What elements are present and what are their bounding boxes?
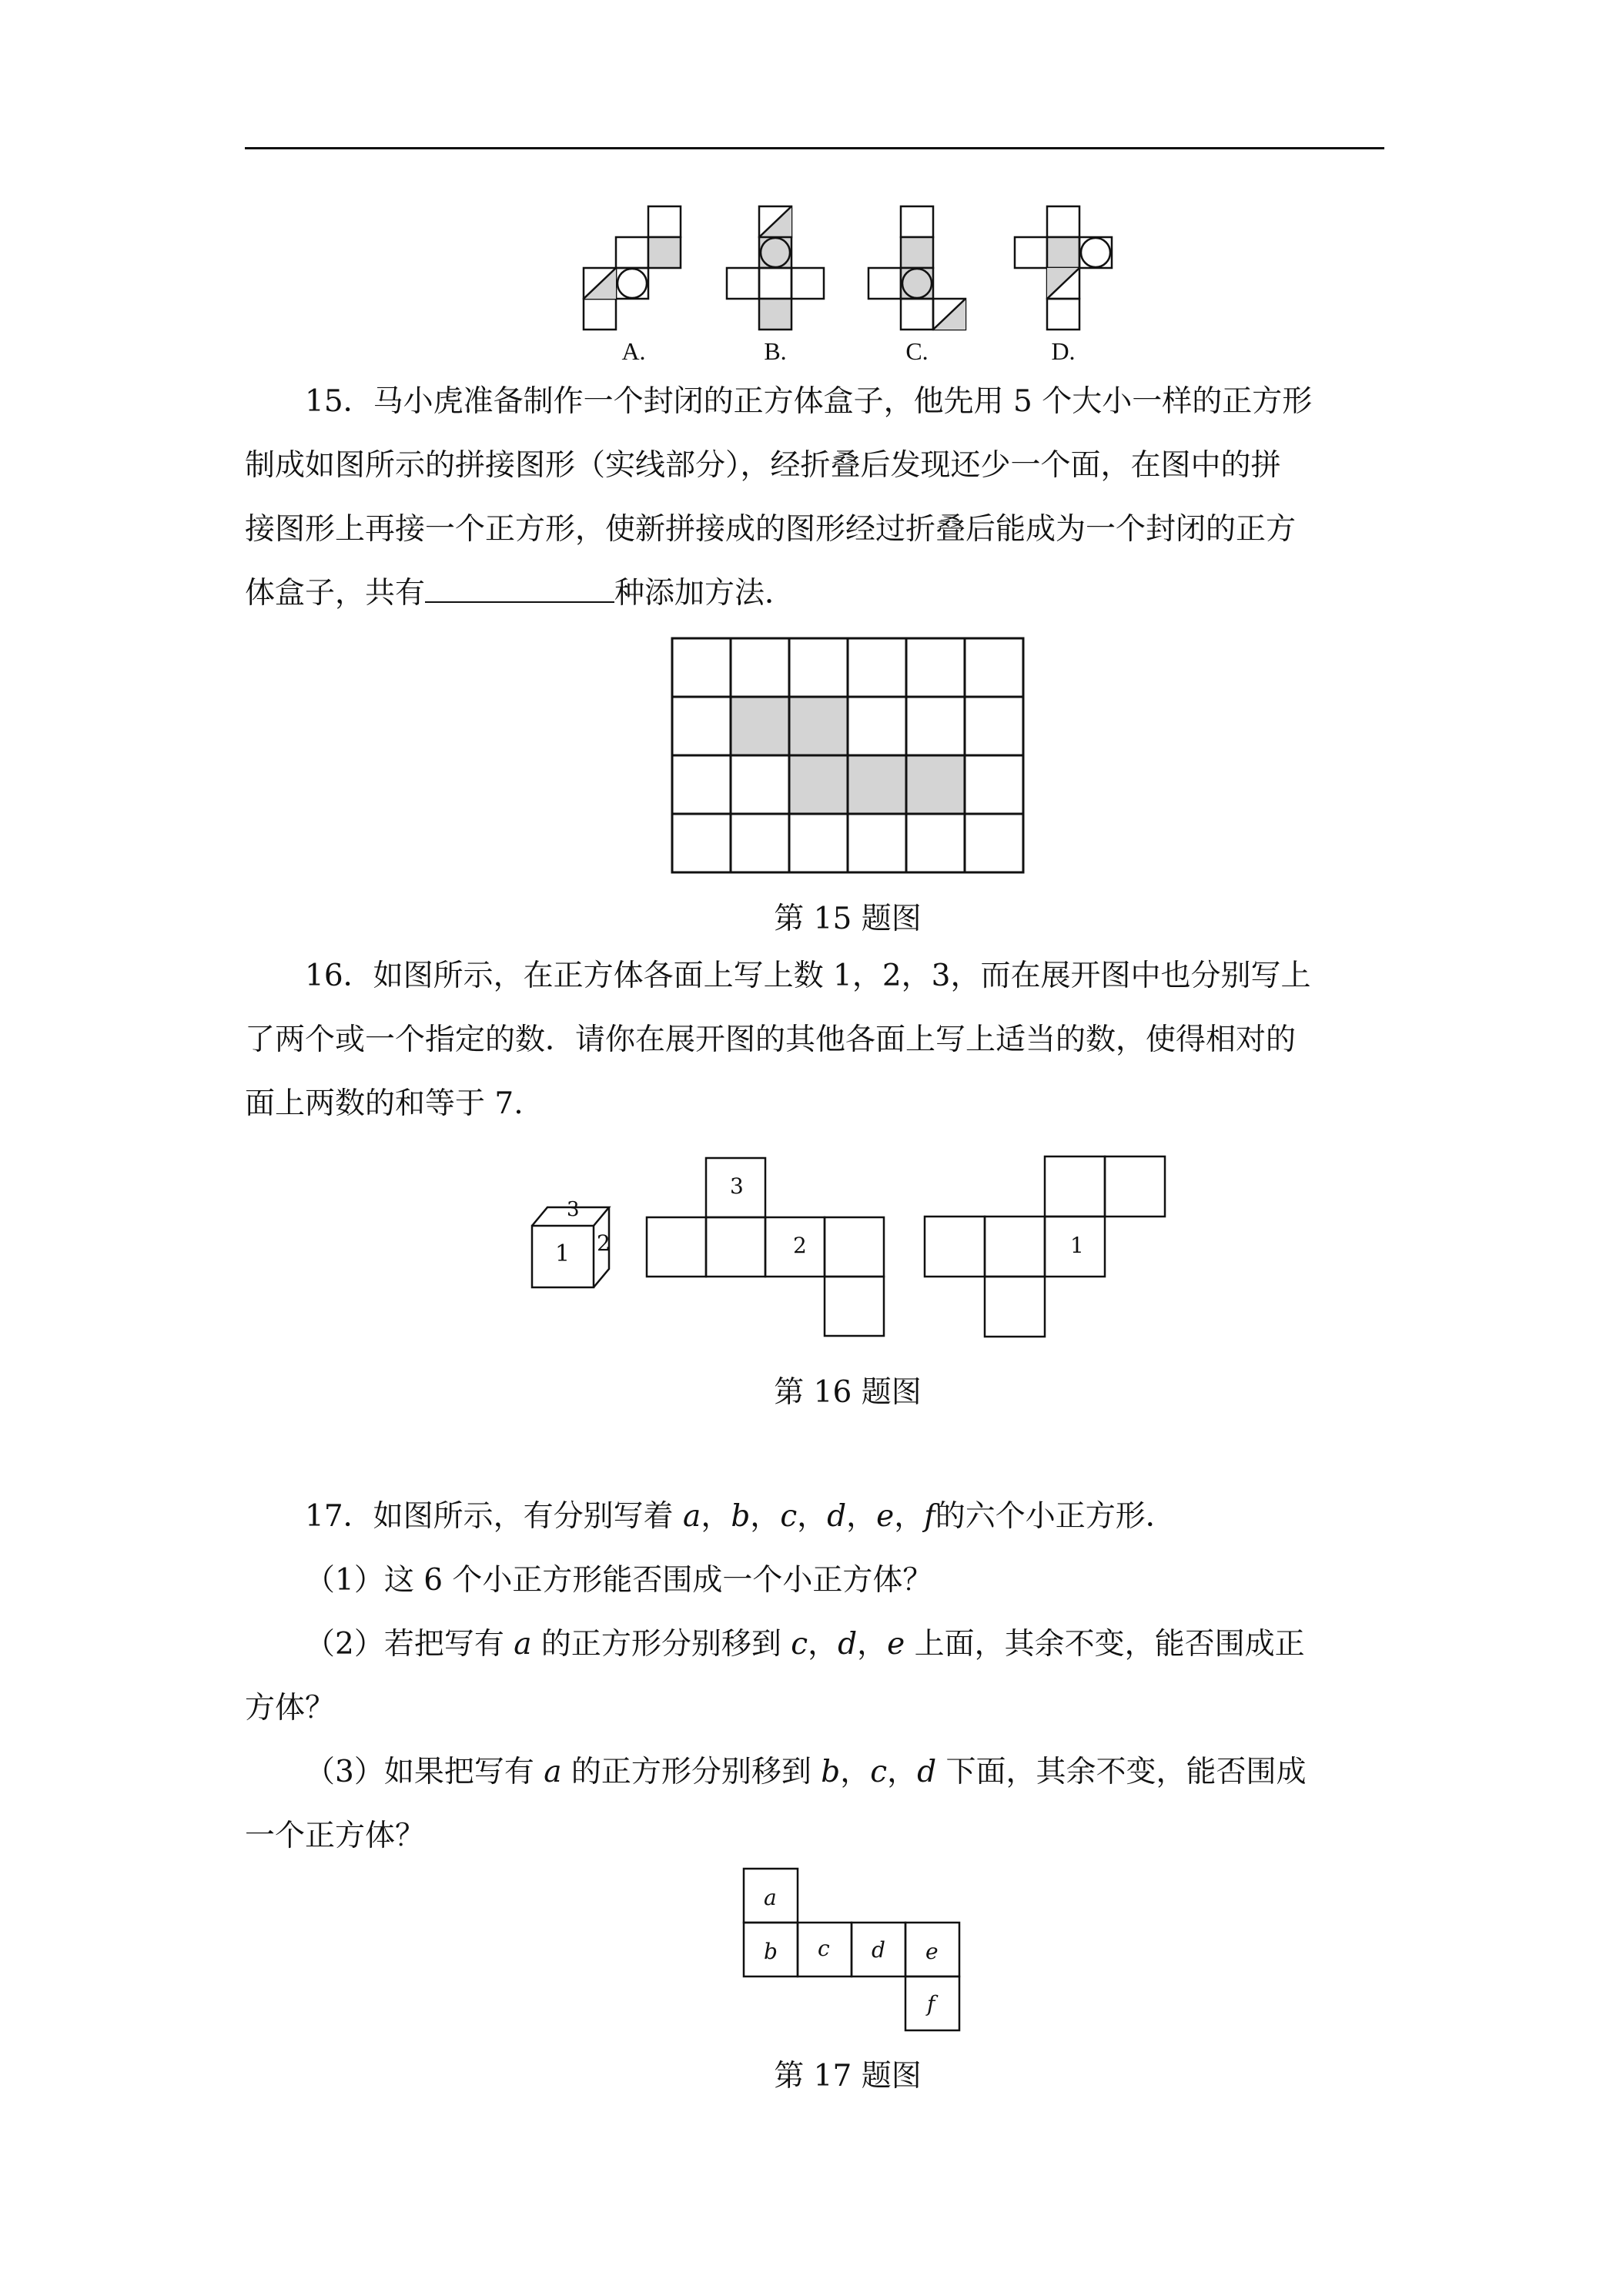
letter-c: c xyxy=(791,1627,808,1662)
sep: ， xyxy=(840,1755,871,1789)
q15-line1: 马小虎准备制作一个封闭的正方体盒子，他先用 5 个大小一样的正方形 xyxy=(373,384,1313,419)
letter-e: e xyxy=(876,1499,895,1534)
q17-sub3-a: （3）如果把写有 xyxy=(305,1755,544,1789)
cube-front-label: 1 xyxy=(555,1240,571,1267)
cube-top-label: 3 xyxy=(567,1198,580,1221)
q17-caption: 第 17 题图 xyxy=(774,2059,922,2094)
q16-line1: 如图所示，在正方体各面上写上数 1，2，3，而在展开图中也分别写上 xyxy=(373,959,1311,993)
q15-line3: 接图形上再接一个正方形，使新拼接成的图形经过折叠后能成为一个封闭的正方 xyxy=(245,512,1297,547)
q16-number: 16． xyxy=(305,959,373,993)
cube-side-label: 2 xyxy=(597,1230,611,1256)
q17-sub3-c: 下面，其余不变，能否围成 xyxy=(936,1755,1307,1789)
letter-a: a xyxy=(514,1627,532,1662)
q15-line2: 制成如图所示的拼接图形（实线部分），经折叠后发现还少一个面，在图中的拼 xyxy=(245,448,1281,483)
q16-caption: 第 16 题图 xyxy=(774,1375,922,1410)
letter-e: e xyxy=(887,1627,905,1662)
sep: ， xyxy=(808,1627,838,1662)
option-a-label: A. xyxy=(621,337,646,365)
letter-a: a xyxy=(544,1755,562,1789)
q16-line3: 面上两数的和等于 7. xyxy=(245,1086,524,1121)
q17-sub2-a: （2）若把写有 xyxy=(305,1627,514,1662)
sep: ， xyxy=(797,1499,828,1534)
sep: ， xyxy=(857,1627,888,1662)
net-cell-e: e xyxy=(925,1939,939,1964)
net-cell-f: f xyxy=(927,1991,935,2017)
sep: ， xyxy=(846,1499,877,1534)
q17-sub2-c: 上面，其余不变，能否围成正 xyxy=(905,1627,1305,1662)
sep: ， xyxy=(894,1499,925,1534)
net1-label-3: 3 xyxy=(730,1173,744,1199)
option-c-label: C. xyxy=(905,337,929,365)
sep: ， xyxy=(750,1499,781,1534)
q17-sub1: （1）这 6 个小正方形能否围成一个小正方体？ xyxy=(305,1563,933,1598)
q15-line4-after: 种添加方法． xyxy=(614,576,795,611)
letter-a: a xyxy=(683,1499,701,1534)
letter-c: c xyxy=(780,1499,798,1534)
sep: ， xyxy=(701,1499,731,1534)
option-b-label: B. xyxy=(764,337,787,365)
q17-sub2-line2: 方体？ xyxy=(245,1691,336,1725)
q17-sub3-line2: 一个正方体？ xyxy=(245,1819,426,1853)
q17-sub3-b: 的正方形分别移到 xyxy=(561,1755,822,1789)
net-cell-b: b xyxy=(764,1939,778,1964)
option-d-label: D. xyxy=(1051,337,1076,365)
letter-c: c xyxy=(870,1755,888,1789)
q17-number: 17． xyxy=(305,1499,373,1534)
sep: ， xyxy=(887,1755,918,1789)
letter-b: b xyxy=(731,1499,751,1534)
q17-sub2-b: 的正方形分别移到 xyxy=(531,1627,791,1662)
net-cell-d: d xyxy=(872,1937,885,1963)
letter-b: b xyxy=(821,1755,841,1789)
q16-line2: 了两个或一个指定的数．请你在展开图的其他各面上写上适当的数，使得相对的 xyxy=(245,1022,1297,1057)
letter-f: f xyxy=(924,1499,935,1534)
letter-d: d xyxy=(838,1627,858,1662)
letter-d: d xyxy=(827,1499,847,1534)
net1-label-2: 2 xyxy=(793,1233,807,1258)
letter-d: d xyxy=(917,1755,937,1789)
net-cell-a: a xyxy=(764,1885,777,1910)
q15-caption: 第 15 题图 xyxy=(774,902,922,936)
q15-line4-before: 体盒子，共有 xyxy=(245,576,426,611)
q15-number: 15． xyxy=(305,384,373,419)
q17-line1-before: 如图所示，有分别写着 xyxy=(373,1499,684,1534)
q17-line1-after: 的六个小正方形． xyxy=(935,1499,1176,1534)
net2-label-1: 1 xyxy=(1070,1233,1084,1258)
net-cell-c: c xyxy=(818,1936,830,1961)
